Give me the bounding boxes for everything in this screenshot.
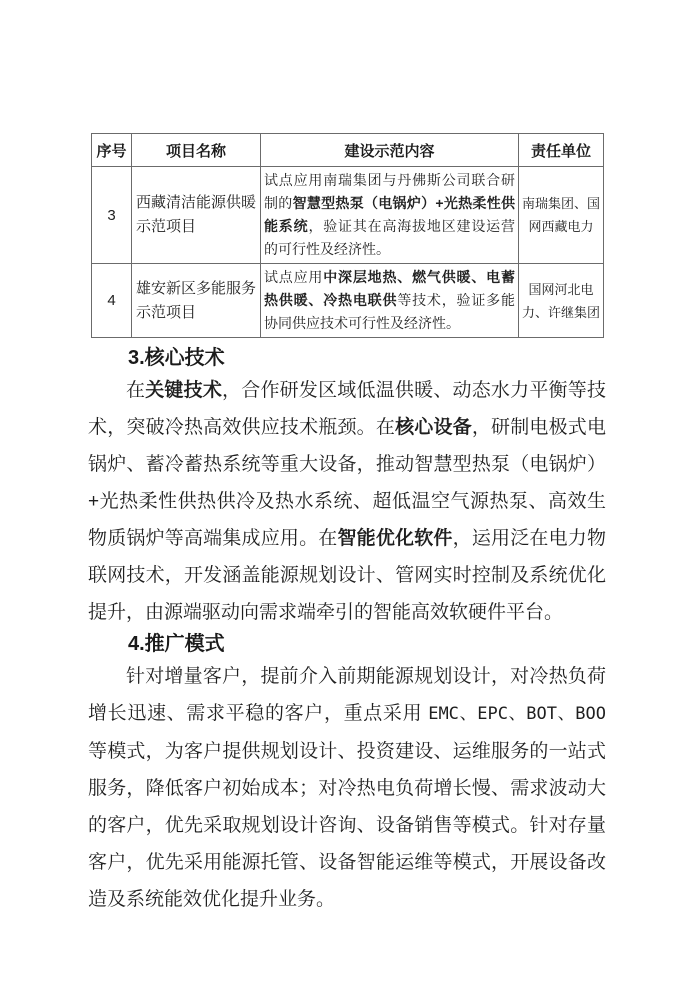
cell-responsible-unit: 国网河北电力、许继集团 xyxy=(519,264,604,338)
text-run: 核心设备 xyxy=(395,417,472,438)
projects-table xyxy=(91,133,604,338)
text-run: 等技术，验证多能协同供应技术可行性及经济性。 xyxy=(264,292,515,331)
cell-project-name: 西藏清洁能源供暖示范项目 xyxy=(132,167,261,264)
text-run: 等模式，为客户提供规划设计、投资建设、运维服务的一站式服务，降低客户初始成本；对冷热电负荷增长慢、需求波动大的客户，优先采取规划设计咨询、设备销售等模式。针对存量客户，优先采用能源托管、设备智能运维等模式，开展设备改造及系统能效优化提升业务。 xyxy=(88,741,606,910)
cell-serial-number: 4 xyxy=(92,264,132,338)
section-paragraph-promotion-mode xyxy=(88,658,606,918)
cell-demo-content xyxy=(261,167,519,264)
header-demo-content: 建设示范内容 xyxy=(261,134,519,167)
cell-responsible-unit: 南瑞集团、国网西藏电力 xyxy=(519,167,604,264)
header-project-name: 项目名称 xyxy=(132,134,261,167)
text-run: 智能优化软件 xyxy=(337,528,453,549)
table-row xyxy=(92,167,604,264)
text-run: ，合作研发区域低温供暖、动态水力平衡等技术，突破冷热高效供应技术瓶颈。在 xyxy=(88,380,606,438)
section-heading-promotion-mode: 4.推广模式 xyxy=(128,633,225,655)
cell-project-name: 雄安新区多能服务示范项目 xyxy=(132,264,261,338)
text-run: EMC、EPC、BOT、BOO xyxy=(428,704,606,724)
text-run: 试点应用 xyxy=(264,269,324,285)
text-run: 中深层地热、燃气供暖、电蓄热供暖、冷热电联供 xyxy=(264,269,515,308)
text-run: 试点应用南瑞集团与丹佛斯公司联合研制的 xyxy=(264,172,515,211)
header-responsible-unit: 责任单位 xyxy=(519,134,604,167)
text-run: 关键技术 xyxy=(145,380,223,401)
table-header-row xyxy=(92,134,604,167)
text-run: ，运用泛在电力物联网技术，开发涵盖能源规划设计、管网实时控制及系统优化提升，由源端驱动向需求端牵引的智能高效软硬件平台。 xyxy=(88,528,606,623)
table-row xyxy=(92,264,604,338)
cell-serial-number: 3 xyxy=(92,167,132,264)
section-heading-core-tech: 3.核心技术 xyxy=(128,347,225,369)
text-run: 智慧型热泵（电锅炉）+光热柔性供能系统 xyxy=(264,195,515,234)
text-run: 在 xyxy=(126,380,146,401)
cell-demo-content xyxy=(261,264,519,338)
section-paragraph-core-tech xyxy=(88,372,606,631)
text-run: ，研制电极式电锅炉、蓄冷蓄热系统等重大设备，推动智慧型热泵（电锅炉）+光热柔性供热供冷及热水系统、超低温空气源热泵、高效生物质锅炉等高端集成应用。在 xyxy=(88,417,606,549)
header-serial-number: 序号 xyxy=(92,134,132,167)
document-body xyxy=(88,345,606,918)
text-run: 针对增量客户，提前介入前期能源规划设计，对冷热负荷增长迅速、需求平稳的客户，重点采用 xyxy=(88,666,606,724)
text-run: ，验证其在高海拔地区建设运营的可行性及经济性。 xyxy=(264,218,515,257)
